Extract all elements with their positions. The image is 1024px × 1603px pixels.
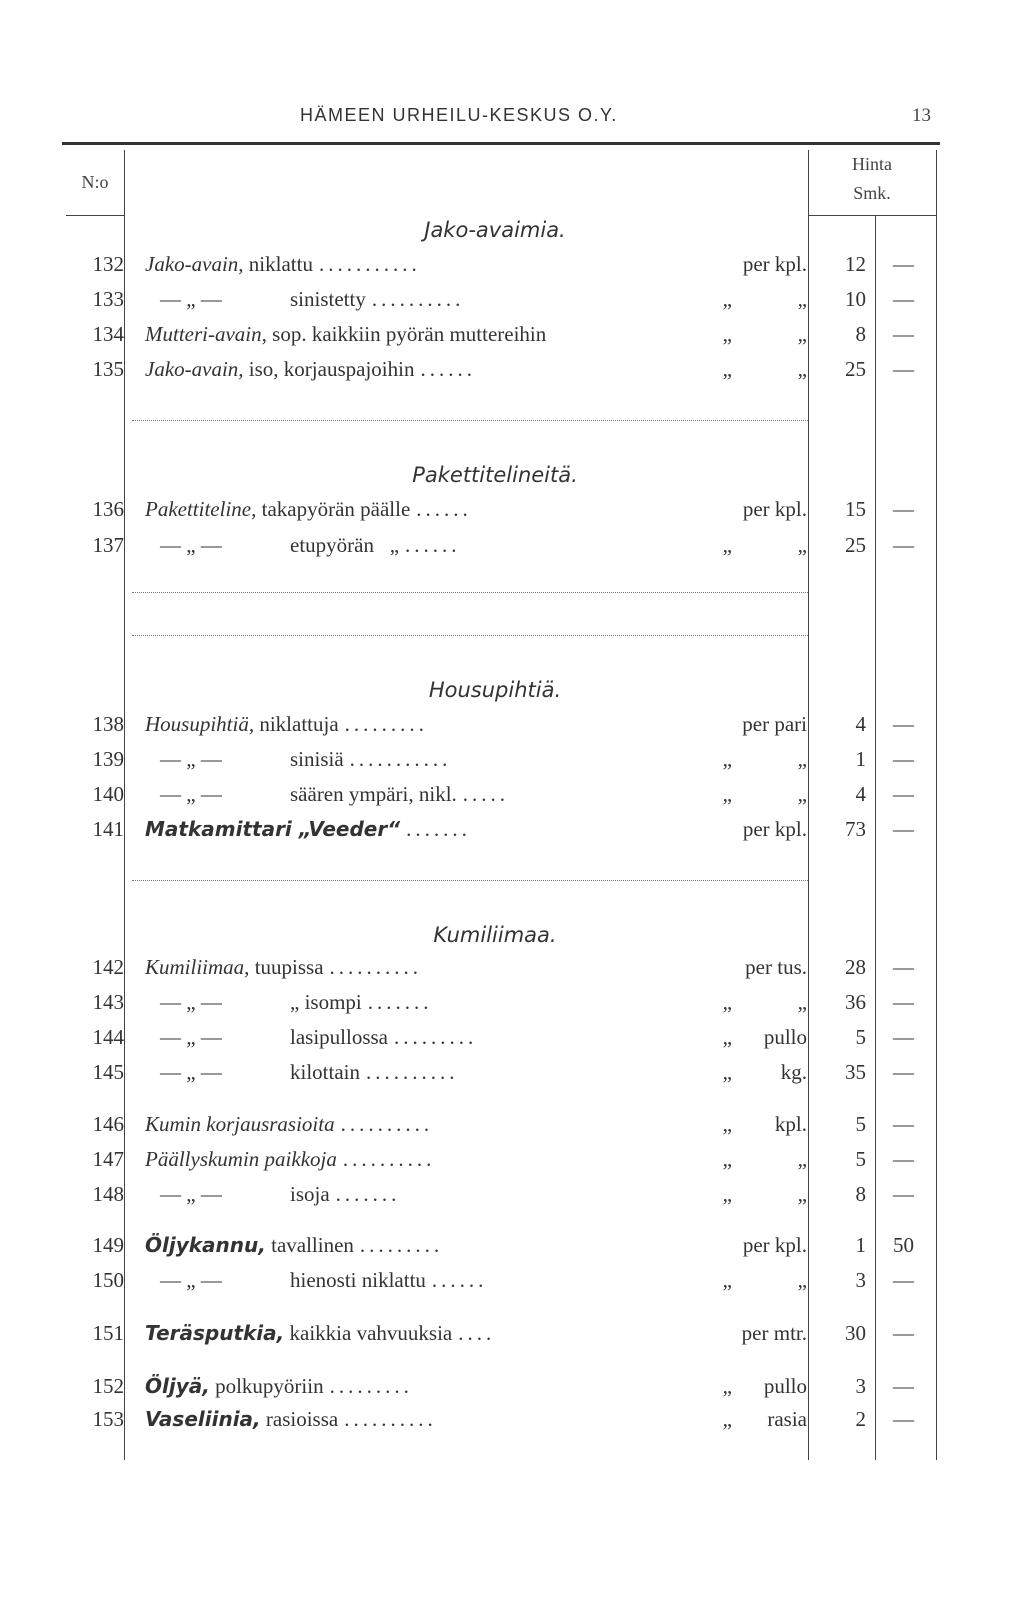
price-penni: — [893,712,914,736]
unit-label: per tus. [745,955,807,979]
item-detail: sinistetty [290,287,366,311]
leader-dots: ...... [405,533,461,557]
unit-ditto: „ [722,533,732,557]
price-markka: 30 [845,1321,866,1345]
item-description [145,817,471,842]
unit-label: per pari [742,712,807,736]
item-number: 148 [92,1182,124,1206]
head-underline-no [66,215,124,216]
item-number: 146 [92,1112,124,1136]
section-title-housupihtia: Housupihtiä. [428,678,562,702]
item-description [145,252,421,277]
price-penni: — [893,322,914,346]
ditto-mark: — „ — [160,533,222,557]
item-number: 143 [92,990,124,1014]
unit-ditto: „ [722,357,732,381]
item-detail: polkupyöriin [209,1374,324,1398]
price-markka: 5 [855,1147,866,1171]
section-separator [132,880,808,881]
item-number: 152 [92,1374,124,1398]
price-penni: — [893,782,914,806]
item-detail: lasipullossa [290,1025,388,1049]
leader-dots: .......... [344,1407,437,1431]
section-separator [132,420,808,421]
price-penni: — [893,990,914,1014]
item-detail: kaikkia vahvuuksia [284,1321,453,1345]
item-name: Jako-avain, [145,357,244,381]
table-row [0,747,1024,779]
item-detail: iso, korjauspajoihin [243,357,415,381]
table-row [0,955,1024,987]
table-row [0,533,1024,565]
price-penni: — [893,287,914,311]
item-description [290,1060,459,1085]
price-penni: — [893,497,914,521]
unit-label: rasia [767,1407,807,1431]
page-header [0,105,1024,135]
price-penni: — [893,252,914,276]
item-name: Kumiliimaa, [145,955,250,979]
leader-dots: ...... [431,1268,488,1292]
unit-ditto: „ [722,1182,732,1206]
unit-label: kpl. [774,1112,807,1136]
table-row [0,1374,1024,1406]
unit-ditto: „ [722,1407,732,1431]
table-row [0,1147,1024,1179]
item-detail: niklattuja [254,712,339,736]
unit-label: pullo [763,1374,807,1398]
price-penni: — [893,533,914,557]
top-rule [62,142,940,145]
item-number: 141 [92,817,124,841]
unit-label: kg. [780,1060,807,1084]
leader-dots: ..... [462,782,510,806]
table-row [0,497,1024,529]
item-description [145,1112,433,1137]
ditto-mark: — „ — [160,1060,222,1084]
unit-label: „ [797,357,807,381]
item-description [145,712,428,737]
item-number: 151 [92,1321,124,1345]
price-penni: 50 [893,1233,914,1257]
price-markka: 25 [845,357,866,381]
item-description [290,747,451,772]
unit-label: „ [797,287,807,311]
item-detail: rasioissa [260,1407,339,1431]
table-row [0,1233,1024,1265]
table-row [0,1025,1024,1057]
unit-label: „ [797,782,807,806]
item-detail: sinisiä [290,747,344,771]
unit-label: per kpl. [742,252,807,276]
item-number: 138 [92,712,124,736]
unit-ditto: „ [722,1112,732,1136]
item-name: Mutteri-avain, [145,322,267,346]
price-penni: — [893,1112,914,1136]
item-description [145,1233,443,1258]
ditto-mark: — „ — [160,1025,222,1049]
table-row [0,1407,1024,1439]
price-markka: 10 [845,287,866,311]
ditto-mark: — „ — [160,990,222,1014]
unit-label: per kpl. [742,1233,807,1257]
item-description [290,1025,477,1050]
price-penni: — [893,747,914,771]
price-penni: — [893,955,914,979]
price-markka: 25 [845,533,866,557]
item-description [145,357,476,382]
table-row [0,287,1024,319]
item-detail: sop. kaikkiin pyörän muttereihin [266,322,547,346]
item-name: Öljyä, [145,1374,210,1398]
item-description [145,497,472,522]
unit-label: „ [797,1268,807,1292]
unit-label: „ [797,990,807,1014]
item-number: 142 [92,955,124,979]
leader-dots: ....... [367,990,433,1014]
leader-dots: .......... [329,955,423,979]
page-number: 13 [912,105,931,126]
price-penni: — [893,1182,914,1206]
price-penni: — [893,1407,914,1431]
unit-label: per mtr. [741,1321,807,1345]
leader-dots: ...... [420,357,476,381]
item-number: 137 [92,533,124,557]
item-name: Jako-avain, [145,252,244,276]
item-number: 145 [92,1060,124,1084]
unit-ditto: „ [722,1060,732,1084]
item-detail: säären ympäri, nikl. [290,782,457,806]
item-number: 149 [92,1233,124,1257]
item-description [290,533,461,558]
unit-ditto: „ [722,1147,732,1171]
unit-label: per kpl. [742,817,807,841]
ditto-mark: — „ — [160,782,222,806]
item-description [290,782,509,807]
item-name: Teräsputkia, [145,1321,285,1345]
item-number: 139 [92,747,124,771]
item-number: 133 [92,287,124,311]
item-name: Öljykannu, [145,1233,266,1257]
price-penni: — [893,1025,914,1049]
item-description [290,1268,487,1293]
item-description [290,1182,400,1207]
unit-label: „ [797,1182,807,1206]
table-row [0,1060,1024,1092]
price-markka: 4 [855,712,866,736]
price-markka: 8 [855,1182,866,1206]
item-name: Päällyskumin paikkoja [145,1147,337,1171]
item-number: 147 [92,1147,124,1171]
item-number: 132 [92,252,124,276]
item-number: 140 [92,782,124,806]
item-number: 136 [92,497,124,521]
unit-label: „ [797,747,807,771]
table-row [0,990,1024,1022]
price-markka: 3 [855,1268,866,1292]
item-description [145,955,422,980]
table-row [0,1112,1024,1144]
unit-label: „ [797,533,807,557]
section-title-jako-avaimia: Jako-avaimia. [424,218,566,242]
section-title-kumiliimaa: Kumiliimaa. [433,923,557,947]
price-penni: — [893,357,914,381]
company-title: HÄMEEN URHEILU-KESKUS O.Y. [300,105,618,125]
item-number: 150 [92,1268,124,1292]
section-separator [132,635,808,636]
column-price-header: Hinta [852,154,892,174]
unit-ditto: „ [722,322,732,346]
unit-label: per kpl. [742,497,807,521]
price-penni: — [893,1060,914,1084]
table-row [0,712,1024,744]
ditto-mark: — „ — [160,287,222,311]
table-row [0,1268,1024,1300]
leader-dots: ......... [359,1233,444,1257]
item-description [145,1407,437,1432]
unit-ditto: „ [722,287,732,311]
item-detail: tavallinen [265,1233,354,1257]
head-underline-price [808,215,936,216]
leader-dots: ....... [406,817,471,841]
item-detail: „ isompi [290,990,362,1014]
unit-label: pullo [763,1025,807,1049]
price-markka: 12 [845,252,866,276]
unit-label: „ [797,322,807,346]
price-markka: 8 [855,322,866,346]
leader-dots: .... [458,1321,496,1345]
leader-dots: .......... [342,1147,436,1171]
item-description [145,1374,413,1399]
unit-ditto: „ [722,747,732,771]
price-markka: 4 [855,782,866,806]
item-description [145,1147,435,1172]
item-detail: takapyörän päälle [256,497,411,521]
price-penni: — [893,1268,914,1292]
price-penni: — [893,1147,914,1171]
ditto-mark: — „ — [160,747,222,771]
item-detail: hienosti niklattu [290,1268,426,1292]
leader-dots: ......... [394,1025,478,1049]
item-description [145,322,546,347]
item-number: 144 [92,1025,124,1049]
leader-dots: .......... [371,287,465,311]
leader-dots: ......... [329,1374,413,1398]
price-markka: 73 [845,817,866,841]
section-title-pakettitelineita: Pakettitelineitä. [412,463,578,487]
unit-ditto: „ [722,1268,732,1292]
table-row [0,782,1024,814]
price-penni: — [893,1374,914,1398]
item-description [145,1321,495,1346]
item-detail: niklattu [243,252,313,276]
leader-dots: ......... [344,712,428,736]
leader-dots: .......... [340,1112,434,1136]
column-currency-header: Smk. [853,183,891,203]
price-markka: 1 [855,747,866,771]
price-penni: — [893,1321,914,1345]
table-row [0,357,1024,389]
leader-dots: ....... [335,1182,401,1206]
column-no-header: N:o [81,172,109,192]
price-markka: 35 [845,1060,866,1084]
section-separator [132,592,808,593]
price-markka: 5 [855,1112,866,1136]
price-markka: 15 [845,497,866,521]
ditto-mark: — „ — [160,1268,222,1292]
price-markka: 36 [845,990,866,1014]
unit-label: „ [797,1147,807,1171]
price-markka: 2 [855,1407,866,1431]
item-name: Housupihtiä, [145,712,255,736]
item-number: 153 [92,1407,124,1431]
leader-dots: ...... [416,497,472,521]
leader-dots: ........... [349,747,452,771]
table-row [0,322,1024,354]
unit-ditto: „ [722,782,732,806]
item-description [290,287,464,312]
item-name: Matkamittari „Veeder“ [145,817,401,841]
table-row [0,1182,1024,1214]
price-markka: 3 [855,1374,866,1398]
table-row [0,252,1024,284]
item-detail: tuupissa [249,955,324,979]
unit-ditto: „ [722,1374,732,1398]
item-detail: isoja [290,1182,330,1206]
item-number: 134 [92,322,124,346]
price-markka: 28 [845,955,866,979]
leader-dots: .......... [366,1060,459,1084]
leader-dots: ........... [318,252,421,276]
ditto-mark: — „ — [160,1182,222,1206]
item-description [290,990,433,1015]
item-name: Vaseliinia, [145,1407,261,1431]
item-name: Kumin korjausrasioita [145,1112,335,1136]
table-row [0,817,1024,849]
price-markka: 5 [855,1025,866,1049]
price-markka: 1 [855,1233,866,1257]
item-number: 135 [92,357,124,381]
item-detail: etupyörän „ [290,533,400,557]
item-name: Pakettiteline, [145,497,257,521]
unit-ditto: „ [722,990,732,1014]
table-row [0,1321,1024,1353]
price-penni: — [893,817,914,841]
item-detail: kilottain [290,1060,360,1084]
unit-ditto: „ [722,1025,732,1049]
